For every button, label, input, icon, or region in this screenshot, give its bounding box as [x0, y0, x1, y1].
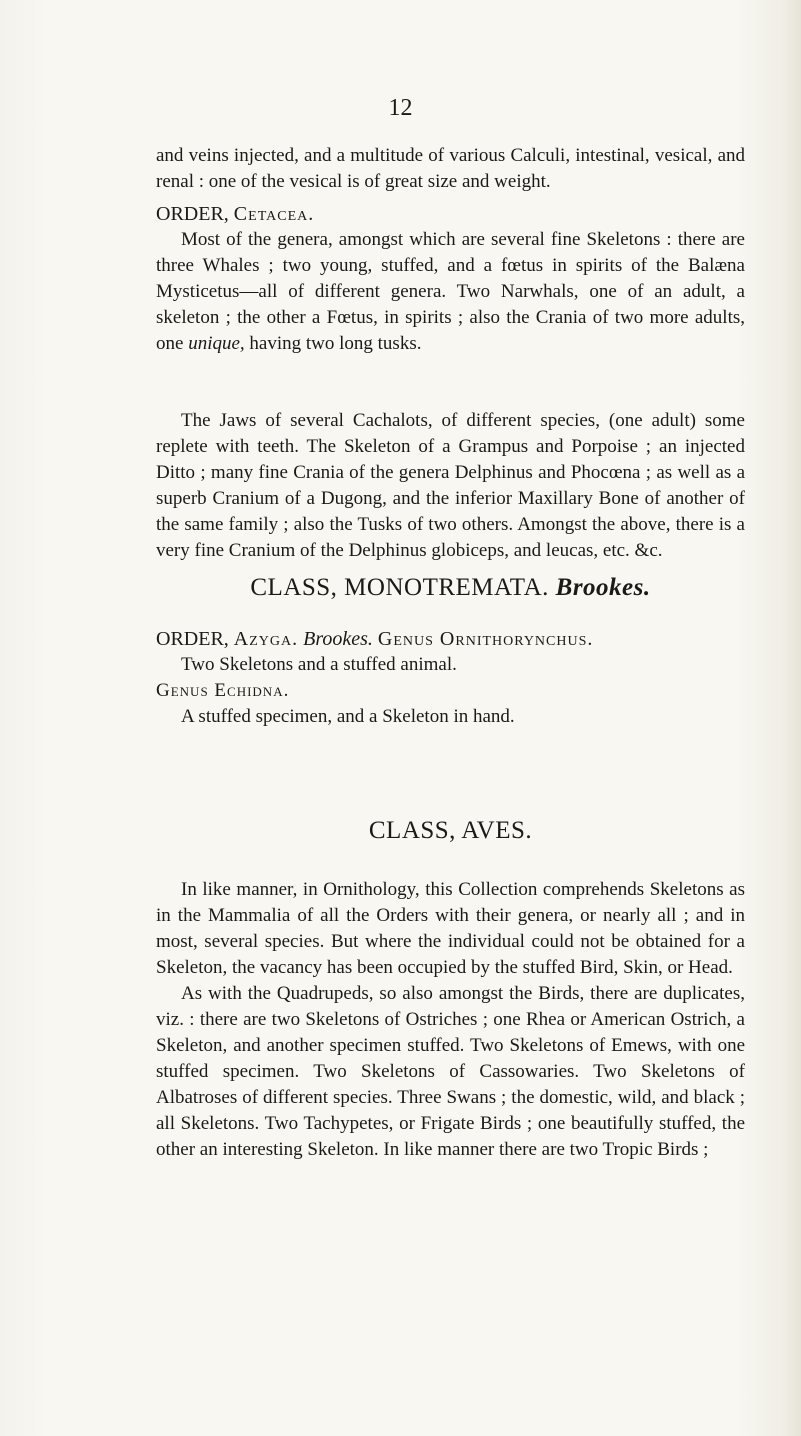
order-author: Brookes. — [303, 628, 373, 650]
paragraph-aves-2: As with the Quadrupeds, so also amongst the Birds, there are duplicates, viz. : there are two Skeletons of Ostriches ; one Rhea or American Ostrich, a Skeleton, and another specimen stuffed. Two Skeletons of Emews, with one stuffed specimen. Two Skeletons of Cassowaries. Two Skeletons of Albatroses of different species. Three Swans ; the domestic, wild, and black ; all Skeletons. Two Tachypetes, or Frigate Birds ; one beautifully stuffed, the other an interesting Skeleton. In like manner there are two Tropic Birds ; — [156, 983, 745, 1160]
section-order-cetacea — [156, 201, 745, 357]
section-aves — [156, 877, 745, 1163]
class-title: CLASS, MONOTREMATA. — [250, 574, 549, 601]
class-monotremata-heading — [156, 573, 745, 603]
paragraph-cetacea-1 — [156, 227, 745, 357]
italic-word: unique, — [188, 333, 245, 354]
paragraph-cetacea-2-text: The Jaws of several Cachalots, of different species, (one adult) some replete with teeth. The Skeleton of a Grampus and Porpoise ; an injected Ditto ; many fine Crania of the genera Delphinus and Phocœna ; as well as a superb Cranium of a Dugong, and the inferior Maxillary Bone of another of the same family ; also the Tusks of two others. Amongst the above, there is a very fine Cranium of the Delphinus globiceps, and leucas, etc. &c. — [156, 410, 745, 561]
paragraph-aves-1: In like manner, in Ornithology, this Collection comprehends Skeletons as in the Mammalia of all the Orders with their genera, or nearly all ; and in most, several species. But where the individual could not be obtained for a Skeleton, the vacancy has been occupied by the stuffed Bird, Skin, or Head. — [156, 879, 745, 978]
paragraph-intro — [156, 143, 745, 195]
paragraph-ornithorynchus: Two Skeletons and a stuffed animal. — [181, 654, 457, 675]
paragraph-echidna: A stuffed specimen, and a Skeleton in hand. — [181, 706, 515, 727]
section-order-azyga — [156, 626, 745, 730]
class-aves-heading: CLASS, AVES. — [368, 817, 533, 844]
order-cetacea-heading — [156, 201, 745, 227]
order-word: ORDER, — [156, 628, 229, 650]
genus-echidna-heading: Genus Echidna. — [156, 680, 290, 701]
paragraph-cetacea-2 — [156, 408, 745, 564]
paragraph-text: Most of the genera, amongst which are several fine Skeletons : there are three Whales ; two young, stuffed, and a fœtus in spirits of the Balæna Mysticetus—all of different genera. Two Narwhals, one of an adult, a skeleton ; the other a Fœtus, in spirits ; also the Crania of two more adults, one — [156, 229, 745, 354]
class-author: Brookes. — [555, 574, 651, 601]
order-name: Cetacea. — [233, 203, 315, 225]
order-word: ORDER, — [156, 203, 229, 225]
page-number: 12 — [388, 95, 413, 121]
order-azyga-heading — [156, 626, 745, 652]
paragraph-text: having two long tusks. — [244, 333, 422, 354]
genus-name: Genus Ornithorynchus. — [377, 628, 594, 650]
paragraph-intro-text: and veins injected, and a multitude of various Calculi, intestinal, vesical, and renal : one of the vesical is of great size and weight. — [156, 145, 745, 192]
order-name: Azyga. — [233, 628, 299, 650]
